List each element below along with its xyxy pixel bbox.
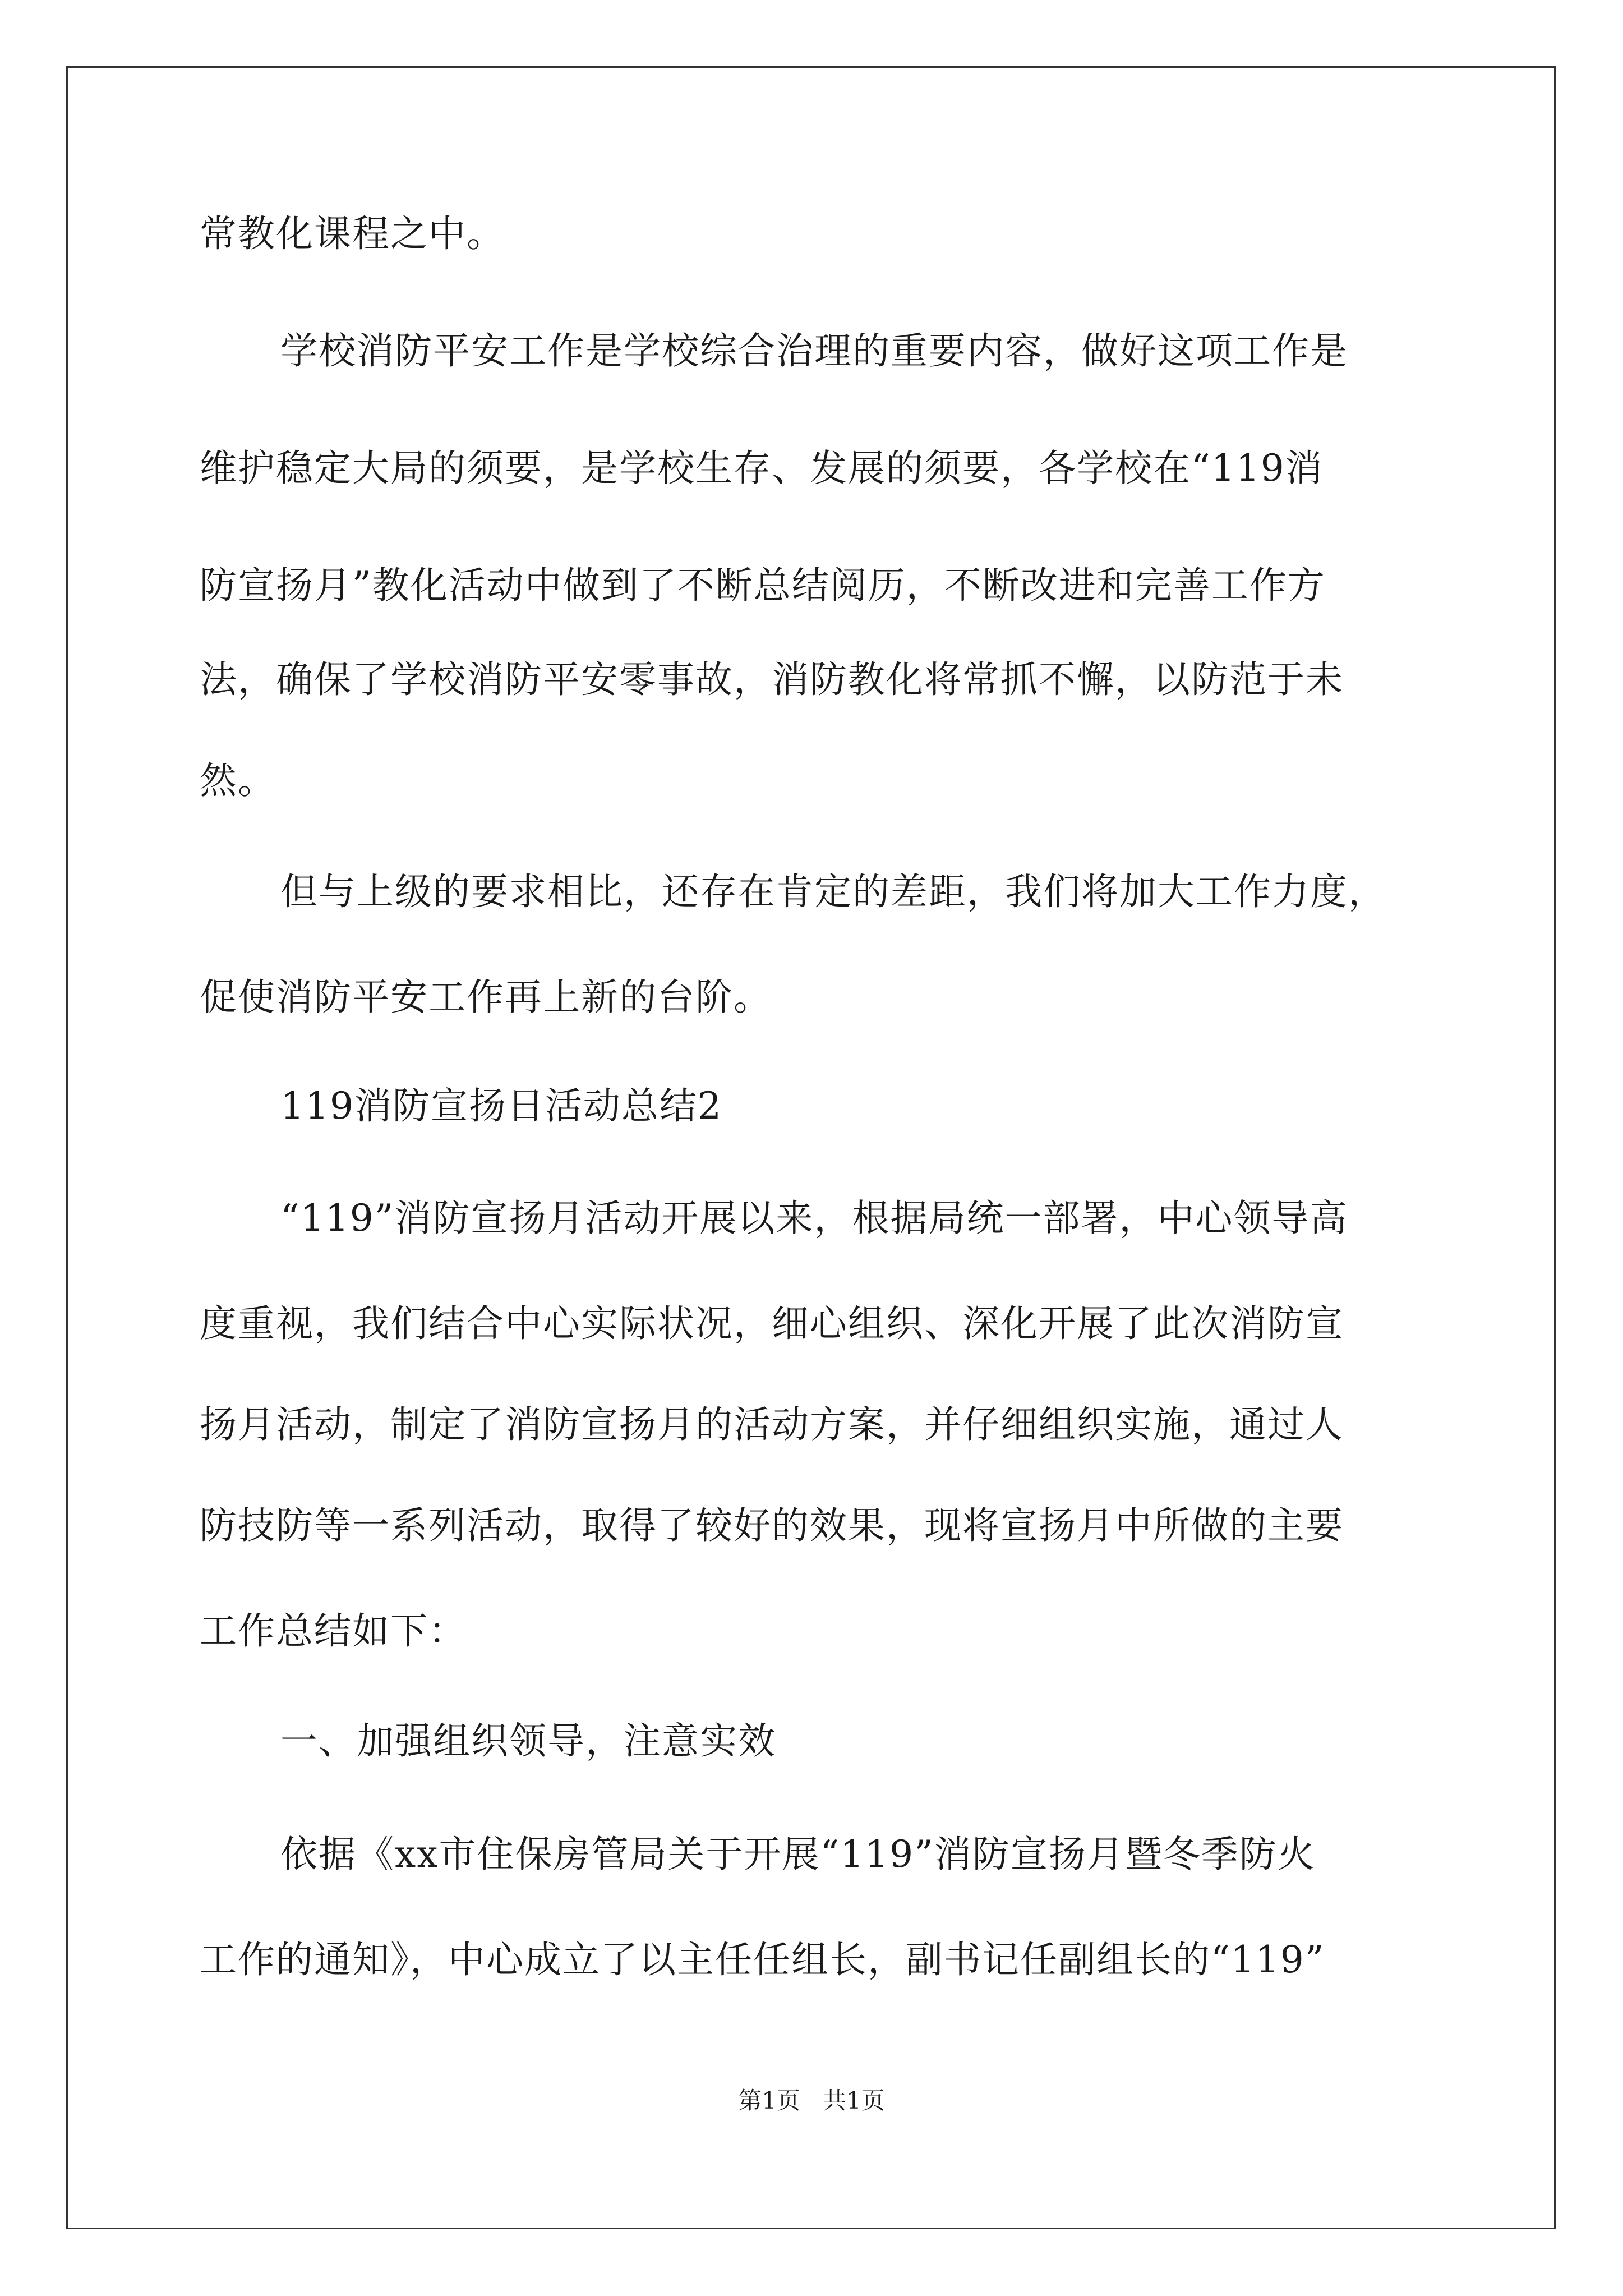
subsection-heading: 一、加强组织领导，注意实效 bbox=[280, 1719, 776, 1763]
body-line-11: 度重视，我们结合中心实际状况，细心组织、深化开展了此次消防宣 bbox=[200, 1302, 1344, 1345]
body-line-17: 工作的通知》，中心成立了以主任任组长，副书记任副组长的“119” bbox=[200, 1938, 1325, 1981]
body-line-10: “119”消防宣扬月活动开展以来，根据局统一部署，中心领导高 bbox=[280, 1197, 1348, 1240]
body-line-8: 促使消防平安工作再上新的台阶。 bbox=[200, 976, 772, 1019]
body-line-7: 但与上级的要求相比，还存在肯定的差距，我们将加大工作力度， bbox=[280, 870, 1386, 913]
body-line-5: 法，确保了学校消防平安零事故，消防教化将常抓不懈，以防范于未 bbox=[200, 658, 1344, 701]
body-line-16: 依据《xx市住保房管局关于开展“119”消防宣扬月暨冬季防火 bbox=[280, 1833, 1316, 1876]
body-line-14: 工作总结如下： bbox=[200, 1609, 467, 1653]
section-heading: 119消防宣扬日活动总结2 bbox=[280, 1084, 722, 1128]
page-footer: 第1页 共1页 bbox=[738, 2087, 885, 2114]
body-line-6: 然。 bbox=[200, 759, 276, 802]
body-line-2: 学校消防平安工作是学校综合治理的重要内容，做好这项工作是 bbox=[280, 329, 1348, 372]
body-line-4: 防宣扬月”教化活动中做到了不断总结阅历，不断改进和完善工作方 bbox=[200, 564, 1326, 607]
body-line-12: 扬月活动，制定了消防宣扬月的活动方案，并仔细组织实施，通过人 bbox=[200, 1403, 1344, 1446]
page-border bbox=[66, 66, 1556, 2229]
body-line-13: 防技防等一系列活动，取得了较好的效果，现将宣扬月中所做的主要 bbox=[200, 1504, 1344, 1547]
body-line-1: 常教化课程之中。 bbox=[200, 212, 505, 255]
body-line-3: 维护稳定大局的须要，是学校生存、发展的须要，各学校在“119消 bbox=[200, 447, 1324, 490]
